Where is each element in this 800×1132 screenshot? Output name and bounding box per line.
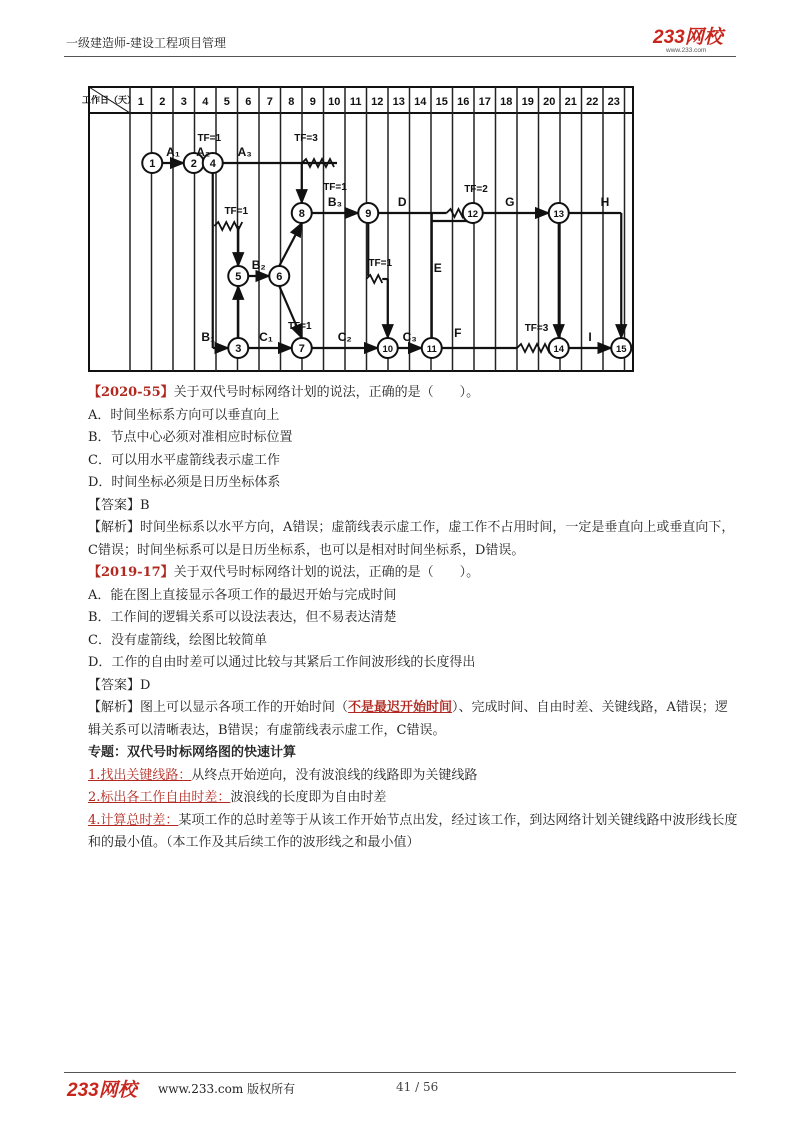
- activity-label: A₂: [196, 145, 211, 159]
- day-tick-label: 19: [521, 96, 534, 108]
- node-label: 10: [382, 344, 394, 355]
- node-label: 11: [426, 344, 437, 355]
- activity-label: E: [433, 261, 442, 275]
- svg-text:233网校: 233网校: [653, 27, 723, 48]
- activity-label: TF=1: [197, 133, 222, 144]
- node-label: 5: [235, 271, 242, 283]
- q2-option-c: C．没有虚箭线，绘图比较简单: [88, 632, 267, 648]
- activity-label: TF=1: [368, 258, 393, 269]
- footer-copyright: www.233.com 版权所有: [158, 1082, 296, 1096]
- activity-label: I: [588, 330, 592, 344]
- topic-item-2: [88, 787, 738, 810]
- q2-stem-text: 关于双代号时标网络计划的说法，正确的是（ ）。: [173, 565, 480, 580]
- q2-answer: [88, 675, 738, 698]
- node-label: 14: [553, 344, 565, 355]
- time-scaled-network-diagram: [81, 86, 634, 372]
- day-tick-label: 16: [457, 96, 470, 108]
- activity-label: TF=3: [294, 133, 318, 144]
- activity-label: B₁: [201, 330, 216, 344]
- day-tick-label: 2: [159, 96, 166, 108]
- activity-label: TF=1: [323, 182, 347, 193]
- q2-analysis-label: 【解析】: [88, 700, 141, 715]
- q2-answer-value: D: [140, 677, 151, 693]
- day-tick-label: 18: [500, 96, 513, 108]
- node-label: 7: [298, 343, 305, 355]
- header-corner-label: 工作日（天）: [81, 95, 137, 105]
- q1-analysis: [88, 517, 738, 562]
- footer-logo: [66, 1077, 152, 1101]
- activity-label: C₁: [259, 330, 273, 344]
- topic-title: 专题：双代号时标网络图的快速计算: [88, 745, 297, 760]
- day-tick-label: 15: [435, 96, 448, 108]
- q1-answer: [88, 495, 738, 518]
- day-tick-label: 5: [223, 96, 230, 108]
- node-label: 2: [190, 158, 197, 170]
- q1-analysis-text: 时间坐标系以水平方向，A错误；虚箭线表示虚工作，虚工作不占用时间，一定是垂直向上或垂直向下，C错误；时间坐标系可以是日历坐标系，也可以是相对时间坐标系，D错误。: [88, 520, 735, 558]
- day-tick-label: 7: [266, 96, 273, 108]
- node-label: 9: [365, 208, 372, 220]
- activity-label: F: [454, 326, 462, 340]
- activity-label: B₃: [327, 195, 343, 209]
- topic-item-2-label: 2.标出各工作自由时差：: [88, 790, 231, 805]
- activity-label: TF=1: [224, 206, 249, 217]
- q1-analysis-label: 【解析】: [88, 520, 141, 535]
- activity-label: C₂: [337, 330, 352, 344]
- q1-stem-text: 关于双代号时标网络计划的说法，正确的是（ ）。: [173, 385, 480, 400]
- topic-item-1-text: 从终点开始逆向，没有波浪线的线路即为关键线路: [191, 767, 478, 783]
- svg-text:233网校: 233网校: [67, 1080, 137, 1101]
- activity-label: C₃: [402, 330, 417, 344]
- node-label: 4: [209, 158, 216, 170]
- activity-label: TF=3: [524, 323, 549, 334]
- activity-label: A₁: [166, 145, 180, 159]
- q1-option-c: C．可以用水平虚箭线表示虚工作: [88, 452, 280, 468]
- day-tick-label: 4: [202, 96, 209, 108]
- header-divider: [64, 56, 736, 57]
- activity-label: A₃: [237, 145, 252, 159]
- topic-item-3-text: 某项工作的总时差等于从该工作开始节点出发，经过该工作，到达网络计划关键线路中波形线长度和的最小值。（本工作及其后续工作的波形线之和最小值）: [88, 812, 738, 850]
- q2-option-a: A．能在图上直接显示各项工作的最迟开始与完成时间: [88, 587, 397, 603]
- activity-label: TF=1: [287, 321, 312, 332]
- activity-label: TF=2: [464, 184, 488, 195]
- node-label: 13: [553, 209, 565, 220]
- brand-logo: [652, 24, 736, 54]
- topic-item-2-text: 波浪线的长度即为自由时差: [230, 790, 387, 805]
- q2-analysis: [88, 697, 738, 742]
- day-tick-label: 21: [564, 96, 577, 108]
- topic-item-1: [88, 765, 738, 788]
- q1-stem: [88, 382, 738, 405]
- node-label: 8: [298, 208, 305, 220]
- q1-option-d: D．时间坐标必须是日历坐标体系: [88, 475, 281, 490]
- q2-stem: [88, 562, 738, 585]
- page-number: 41 / 56: [396, 1080, 439, 1094]
- page-header-title: 一级建造师-建设工程项目管理: [66, 36, 227, 50]
- node-label: 12: [467, 209, 479, 220]
- q2-analysis-highlight: 不是最迟开始时间: [348, 700, 453, 715]
- activity-label: G: [505, 195, 515, 209]
- day-tick-label: 12: [371, 96, 384, 108]
- q1-tag: 【2020-55】: [88, 385, 174, 400]
- topic-item-3-label: 4.计算总时差：: [88, 812, 179, 828]
- day-tick-label: 23: [607, 96, 620, 108]
- q2-answer-label: 【答案】: [88, 677, 141, 693]
- node-label: 15: [615, 344, 627, 355]
- day-tick-label: 22: [586, 96, 599, 108]
- activity-label: H: [600, 195, 610, 209]
- q2-tag: 【2019-17】: [88, 565, 174, 580]
- topic-item-3: [88, 810, 738, 855]
- q1-answer-label: 【答案】: [88, 497, 141, 513]
- q2-analysis-post: ）、完成时间、自由时差、关键线路，A错误；逻辑关系可以清晰表达，B错误；有虚箭线表示虚工作，C错误。: [88, 700, 728, 738]
- wave-dummy-9-10: [366, 275, 382, 283]
- day-tick-label: 13: [392, 96, 405, 108]
- question-content: [88, 382, 738, 855]
- node-label: 3: [235, 343, 242, 355]
- topic-item-1-label: 1.找出关键线路：: [88, 767, 192, 783]
- day-tick-label: 3: [180, 96, 187, 108]
- node-label: 1: [149, 158, 156, 170]
- day-tick-label: 6: [245, 96, 252, 108]
- day-tick-label: 11: [349, 96, 362, 108]
- day-tick-label: 20: [543, 96, 556, 108]
- day-tick-label: 10: [328, 96, 341, 108]
- q2-option-d: D．工作的自由时差可以通过比较与其紧后工作间波形线的长度得出: [88, 655, 476, 670]
- q1-answer-value: B: [140, 497, 150, 513]
- q1-option-a: A．时间坐标系方向可以垂直向上: [88, 407, 280, 423]
- activity-label: B₂: [251, 258, 266, 272]
- q2-option-b: B．工作间的逻辑关系可以设法表达，但不易表达清楚: [88, 610, 397, 625]
- diagram-frame: [89, 87, 633, 371]
- activity-label: D: [397, 195, 407, 209]
- day-tick-label: 8: [288, 96, 295, 108]
- day-tick-label: 9: [309, 96, 316, 108]
- day-tick-label: 14: [414, 96, 427, 108]
- svg-text:www.233.com: www.233.com: [666, 47, 707, 54]
- q1-option-b: B．节点中心必须对准相应时标位置: [88, 430, 293, 445]
- q2-analysis-pre: 图上可以显示各项工作的开始时间（: [140, 700, 349, 715]
- footer-divider: [64, 1072, 736, 1073]
- node-label: 6: [276, 271, 283, 283]
- day-tick-label: 1: [137, 96, 144, 108]
- dummy-6-8: [279, 223, 302, 266]
- day-tick-label: 17: [478, 96, 491, 108]
